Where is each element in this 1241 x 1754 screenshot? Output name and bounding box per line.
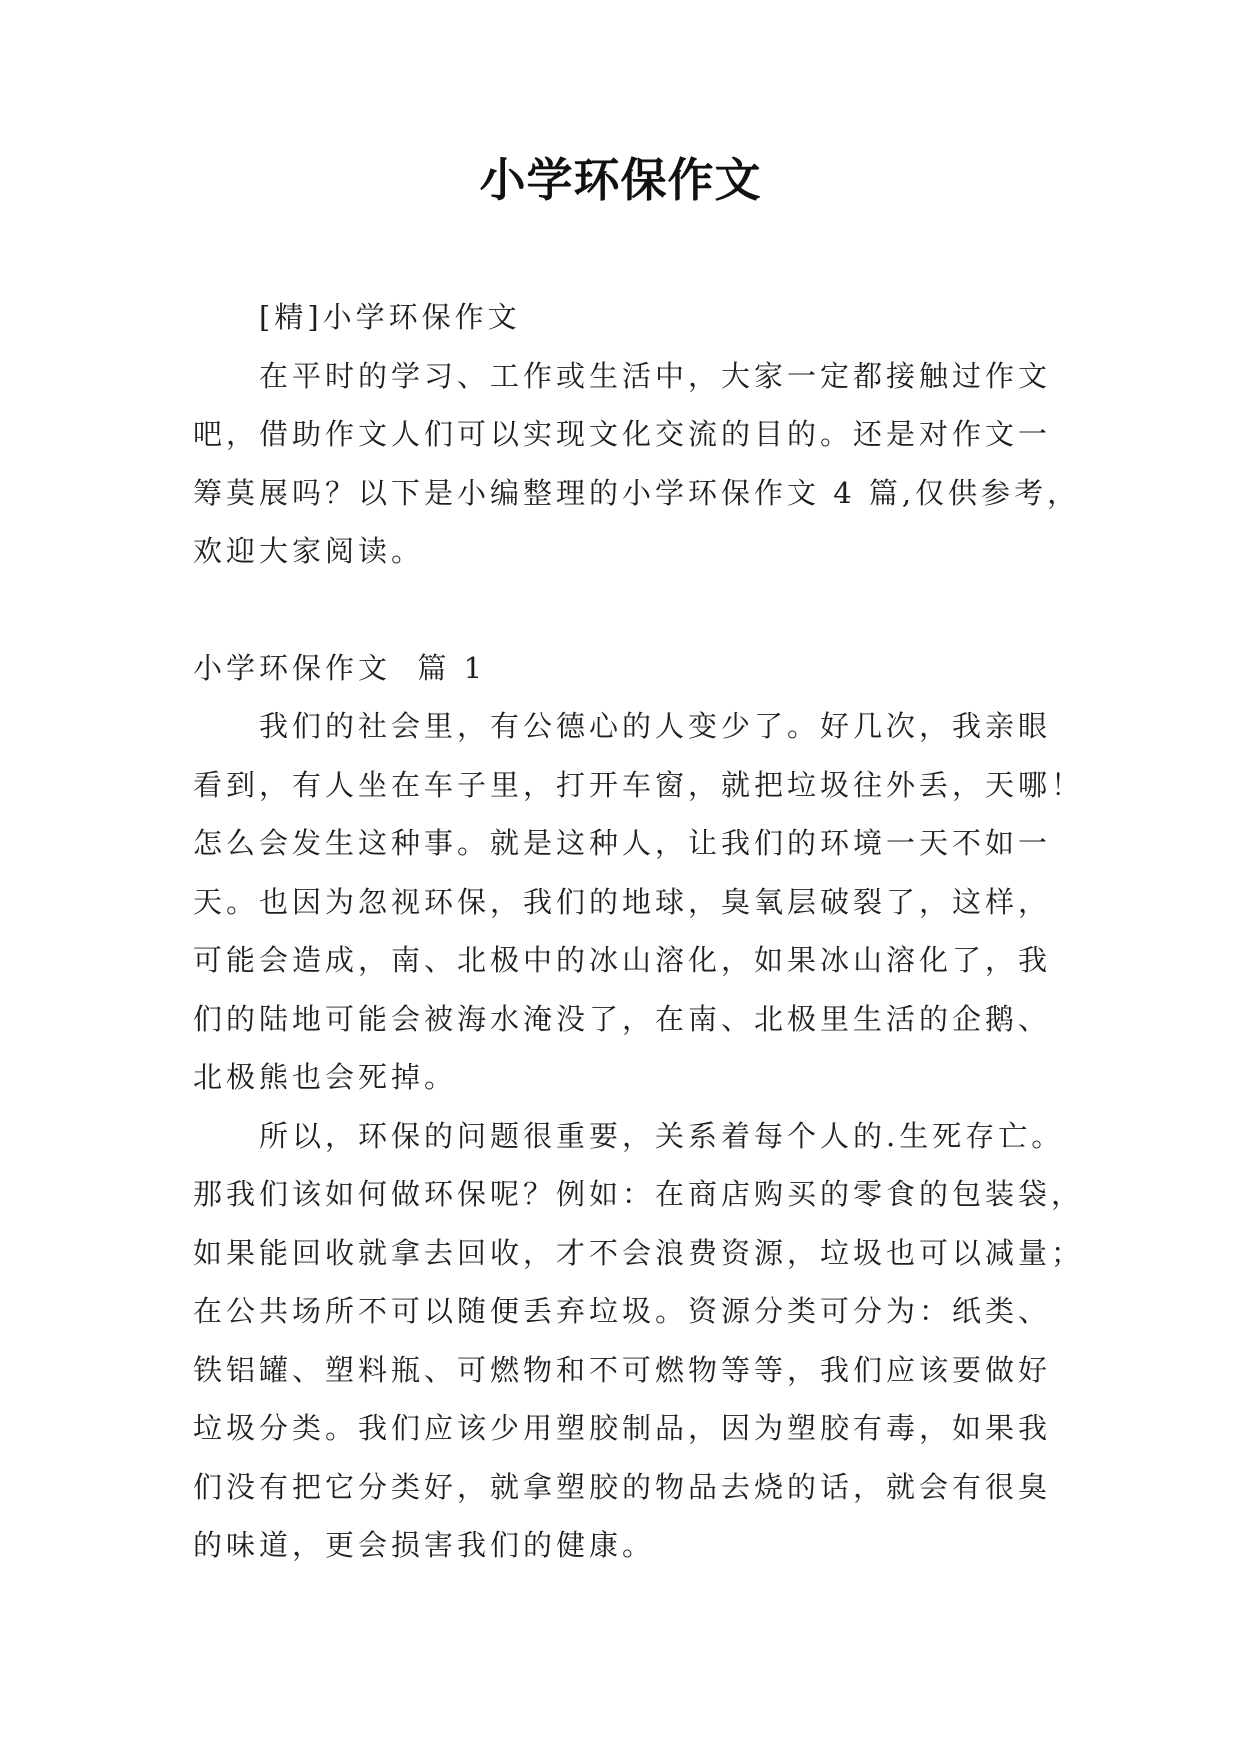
paragraph-line: 的味道，更会损害我们的健康。	[193, 1528, 656, 1562]
paragraph-line: 北极熊也会死掉。	[193, 1060, 458, 1094]
intro-line: 吧，借助作文人们可以实现文化交流的目的。还是对作文一	[193, 417, 1052, 451]
paragraph-line: 那我们该如何做环保呢？例如：在商店购买的零食的包装袋，	[193, 1177, 1085, 1211]
paragraph-line: 们的陆地可能会被海水淹没了，在南、北极里生活的企鹅、	[193, 1001, 1052, 1036]
paragraph-line: 铁铝罐、塑料瓶、可燃物和不可燃物等等，我们应该要做好	[193, 1352, 1052, 1387]
paragraph-2	[193, 1107, 1085, 1575]
paragraph-line: 如果能回收就拿去回收，才不会浪费资源，垃圾也可以减量；	[193, 1235, 1085, 1270]
paragraph-line: 所以，环保的问题很重要，关系着每个人的.生死存亡。	[259, 1118, 1065, 1153]
paragraph-line: 在公共场所不可以随便丢弃垃圾。资源分类可分为：纸类、	[193, 1294, 1052, 1328]
paragraph-line: 怎么会发生这种事。就是这种人，让我们的环境一天不如一	[193, 826, 1052, 860]
paragraph-line: 垃圾分类。我们应该少用塑胶制品，因为塑胶有毒，如果我	[193, 1411, 1052, 1445]
intro-line: 在平时的学习、工作或生活中，大家一定都接触过作文	[259, 358, 1052, 393]
paragraph-line: 们没有把它分类好，就拿塑胶的物品去烧的话，就会有很臭	[193, 1469, 1052, 1504]
section-heading: 小学环保作文 篇 1	[193, 650, 487, 685]
paragraph-1	[193, 697, 1085, 1107]
subtitle: [精]小学环保作文	[259, 300, 521, 334]
intro-line: 欢迎大家阅读。	[193, 534, 425, 568]
intro-line: 筹莫展吗？以下是小编整理的小学环保作文 4 篇,仅供参考，	[193, 475, 1081, 510]
paragraph-line: 天。也因为忽视环保，我们的地球，臭氧层破裂了，这样，	[193, 884, 1052, 919]
paragraph-line: 看到，有人坐在车子里，打开车窗，就把垃圾往外丢，天哪！	[193, 767, 1085, 802]
paragraph-line: 我们的社会里，有公德心的人变少了。好几次，我亲眼	[259, 709, 1052, 743]
intro-paragraph	[193, 347, 1081, 581]
page-title: 小学环保作文	[479, 153, 762, 207]
paragraph-line: 可能会造成，南、北极中的冰山溶化，如果冰山溶化了，我	[193, 943, 1052, 977]
spacer	[193, 581, 1073, 639]
document-body	[193, 288, 1085, 1575]
